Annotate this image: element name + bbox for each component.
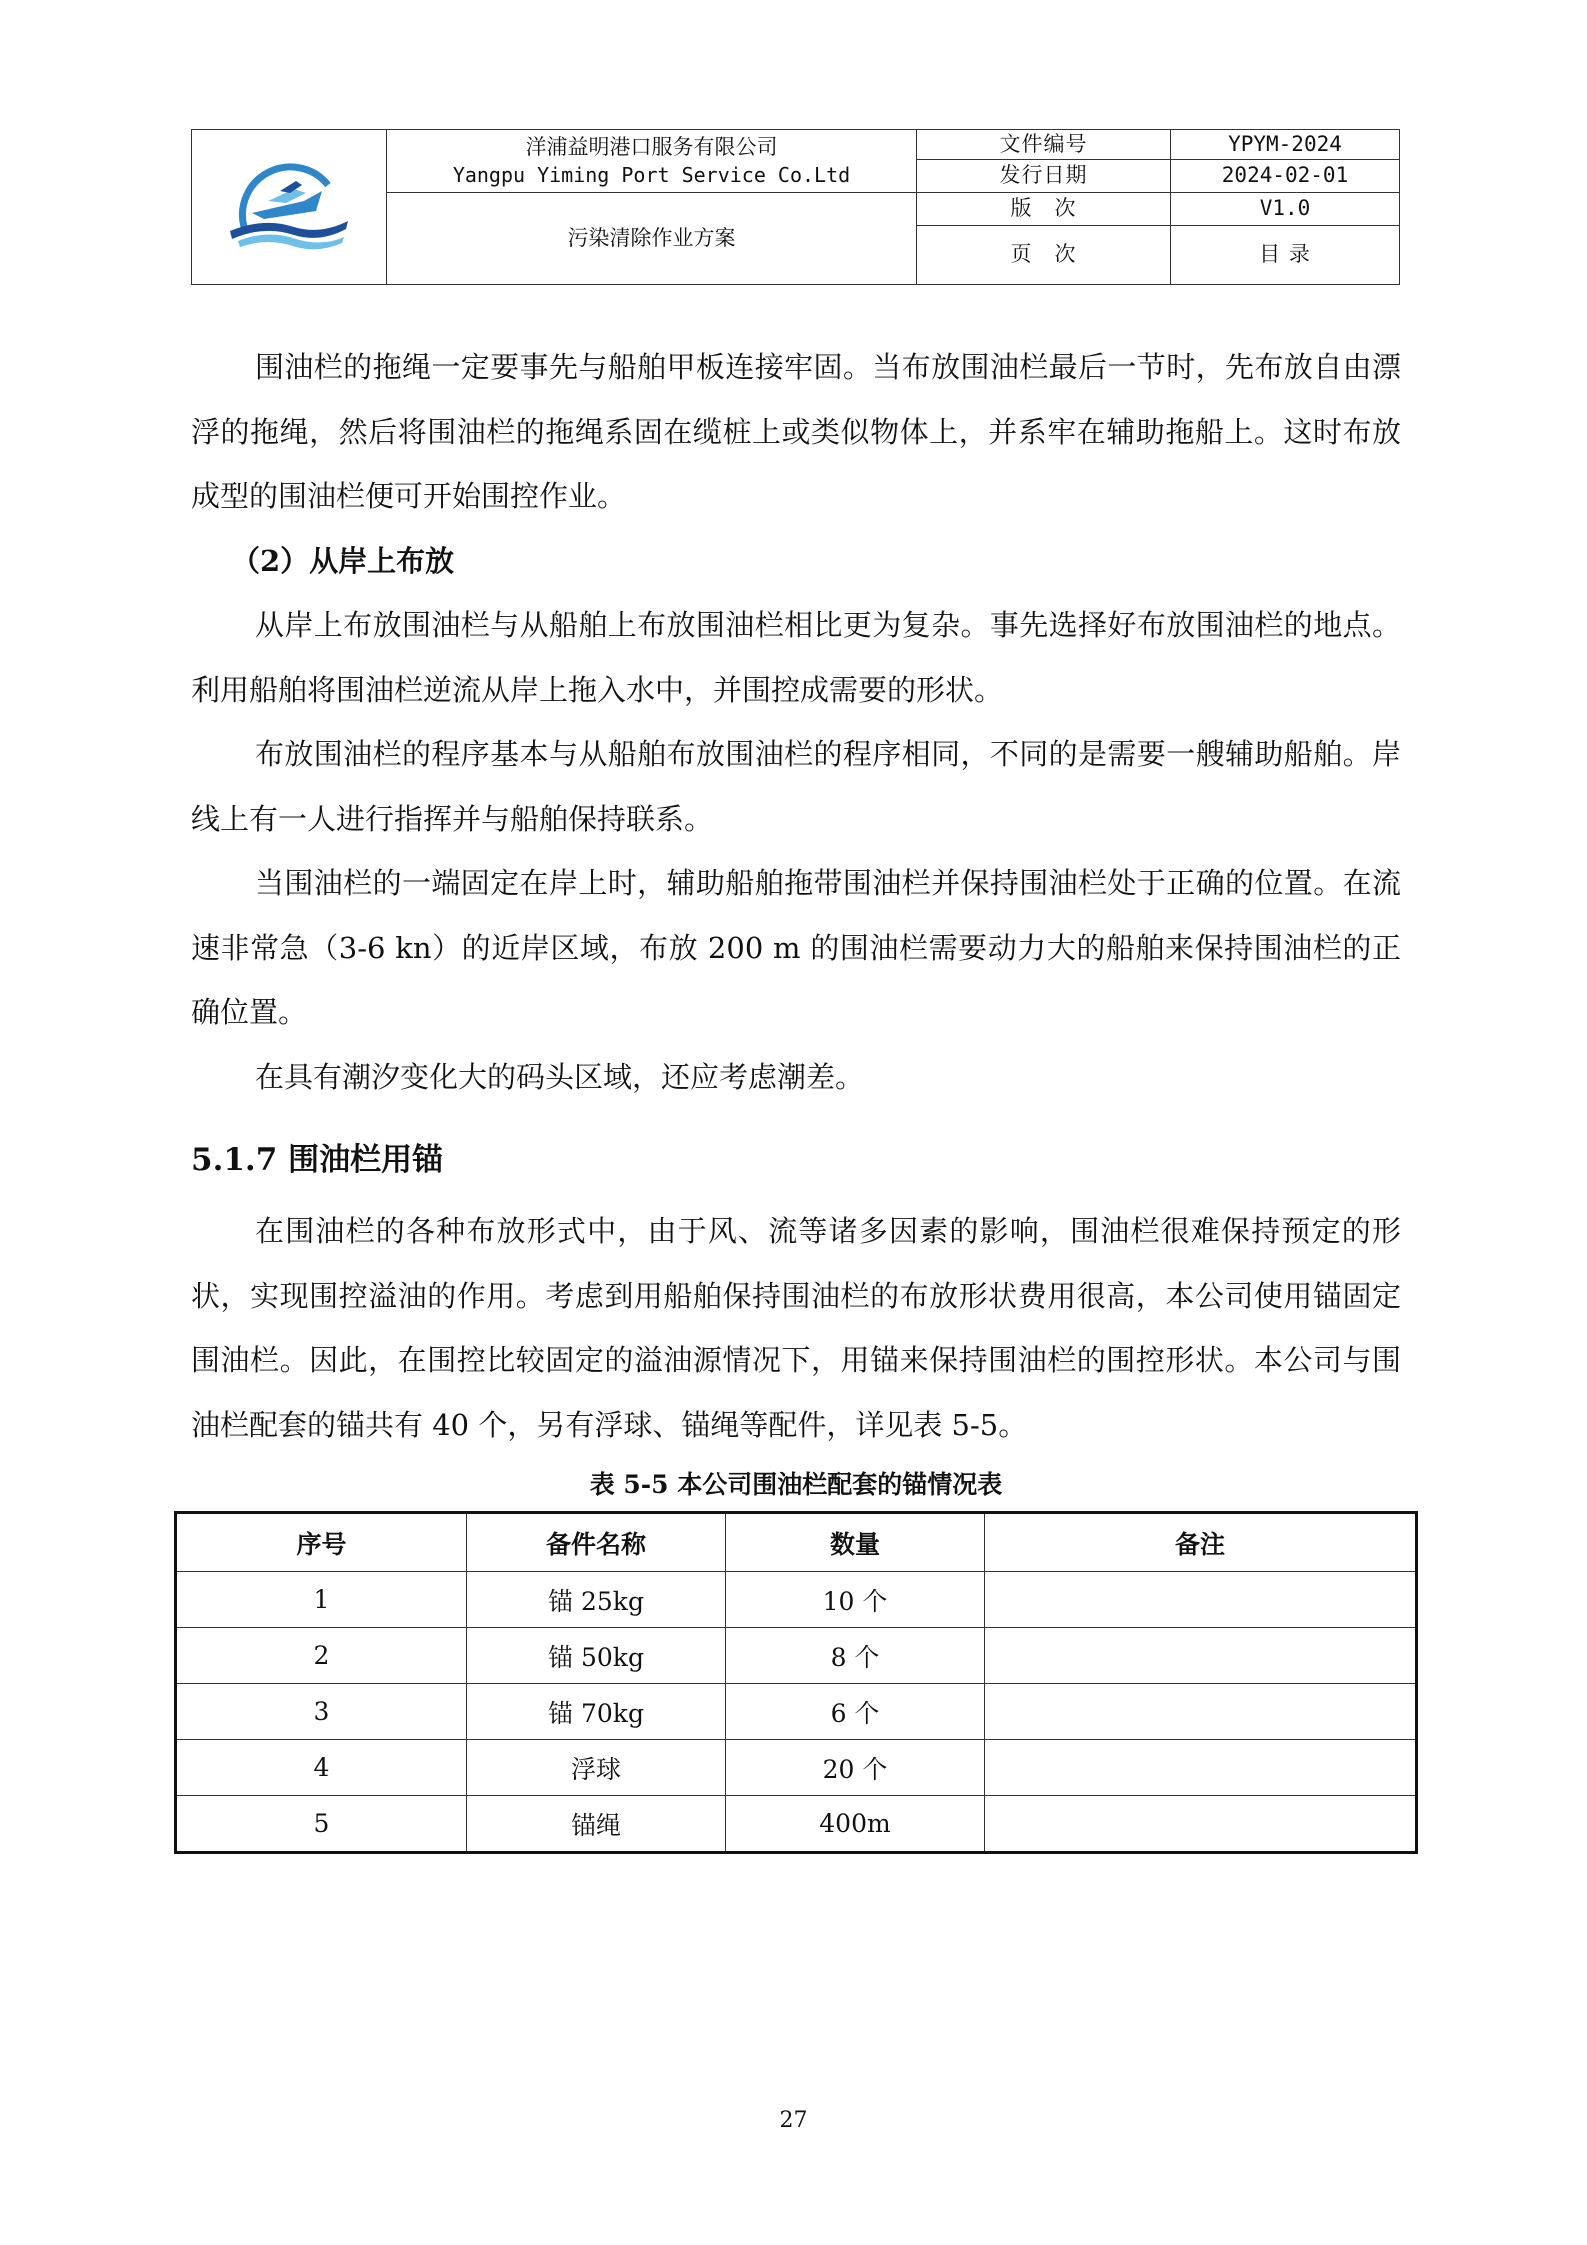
header-index: 序号 <box>176 1513 467 1572</box>
version-value: V1.0 <box>1171 193 1400 226</box>
paragraph-1: 围油栏的拖绳一定要事先与船舶甲板连接牢固。当布放围油栏最后一节时，先布放自由漂浮的拖绳，然后将围油栏的拖绳系固在缆桩上或类似物体上，并系牢在辅助拖船上。这时布放成型的围油栏便可开始围控作业。 <box>191 350 1401 513</box>
cell-remarks <box>985 1740 1417 1796</box>
cell-item-name: 锚 25kg <box>467 1572 726 1628</box>
cell-quantity: 6 个 <box>726 1684 985 1740</box>
page-value: 目 录 <box>1171 226 1400 285</box>
table-row <box>176 1684 1417 1740</box>
cell-index: 1 <box>176 1572 467 1628</box>
section-heading: 5.1.7 围油栏用锚 <box>191 1142 444 1178</box>
doc-number-value: YPYM-2024 <box>1171 130 1400 160</box>
cell-remarks <box>985 1572 1417 1628</box>
doc-number-label: 文件编号 <box>917 130 1171 160</box>
cell-item-name: 浮球 <box>467 1740 726 1796</box>
paragraph-3: 布放围油栏的程序基本与从船舶布放围油栏的程序相同，不同的是需要一艘辅助船舶。岸线上有一人进行指挥并与船舶保持联系。 <box>191 737 1401 836</box>
paragraph-5: 在具有潮汐变化大的码头区域，还应考虑潮差。 <box>255 1059 865 1094</box>
issue-date-label: 发行日期 <box>917 160 1171 193</box>
cell-index: 2 <box>176 1628 467 1684</box>
paragraph-2: 从岸上布放围油栏与从船舶上布放围油栏相比更为复杂。事先选择好布放围油栏的地点。利用船舶将围油栏逆流从岸上拖入水中，并围控成需要的形状。 <box>191 608 1401 707</box>
paragraph-4: 当围油栏的一端固定在岸上时，辅助船舶拖带围油栏并保持围油栏处于正确的位置。在流速非常急（3-6 kn）的近岸区域，布放 200 m 的围油栏需要动力大的船舶来保持围油栏的正确位置。 <box>191 866 1401 1029</box>
cell-item-name: 锚 50kg <box>467 1628 726 1684</box>
cell-index: 5 <box>176 1796 467 1853</box>
table-row <box>176 1796 1417 1853</box>
issue-date-value: 2024-02-01 <box>1171 160 1400 193</box>
cell-quantity: 10 个 <box>726 1572 985 1628</box>
cell-quantity: 400m <box>726 1796 985 1853</box>
table-row <box>176 1740 1417 1796</box>
document-header <box>191 129 1400 285</box>
cell-remarks <box>985 1628 1417 1684</box>
cell-quantity: 20 个 <box>726 1740 985 1796</box>
company-name-cell <box>387 130 917 193</box>
cell-item-name: 锚 70kg <box>467 1684 726 1740</box>
header-remarks: 备注 <box>985 1513 1417 1572</box>
ship-logo-icon <box>224 161 354 253</box>
header-item-name: 备件名称 <box>467 1513 726 1572</box>
company-name-cn: 洋浦益明港口服务有限公司 <box>525 135 778 160</box>
paragraph-6: 在围油栏的各种布放形式中，由于风、流等诸多因素的影响，围油栏很难保持预定的形状，实现围控溢油的作用。考虑到用船舶保持围油栏的布放形状费用很高，本公司使用锚固定围油栏。因此，在围控比较固定的溢油源情况下，用锚来保持围油栏的围控形状。本公司与围油栏配套的锚共有 40 个，另有浮球、锚绳等配件，详见表 5-5。 <box>191 1214 1401 1442</box>
header-quantity: 数量 <box>726 1513 985 1572</box>
cell-quantity: 8 个 <box>726 1628 985 1684</box>
page-content <box>191 335 1401 1854</box>
table-row <box>176 1572 1417 1628</box>
cell-index: 3 <box>176 1684 467 1740</box>
cell-remarks <box>985 1796 1417 1853</box>
cell-index: 4 <box>176 1740 467 1796</box>
company-name-en: Yangpu Yiming Port Service Co.Ltd <box>452 162 851 187</box>
doc-title: 污染清除作业方案 <box>387 193 917 285</box>
cell-remarks <box>985 1684 1417 1740</box>
version-label: 版 次 <box>917 193 1171 226</box>
page-label: 页 次 <box>917 226 1171 285</box>
cell-item-name: 锚绳 <box>467 1796 726 1853</box>
sub-heading: （2）从岸上布放 <box>231 543 455 578</box>
table-row <box>176 1628 1417 1684</box>
company-logo <box>192 130 387 285</box>
page-number: 27 <box>779 2108 808 2133</box>
table-header-row <box>176 1513 1417 1572</box>
anchor-table <box>174 1511 1418 1854</box>
table-caption: 表 5-5 本公司围油栏配套的锚情况表 <box>589 1470 1003 1499</box>
